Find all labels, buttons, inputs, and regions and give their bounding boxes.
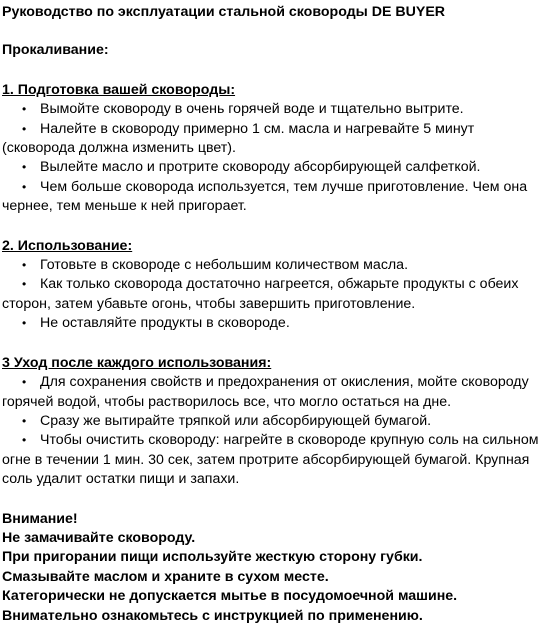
list-item (2, 314, 550, 333)
bullet-list (2, 373, 550, 489)
bullet-icon: • (22, 179, 27, 194)
section-heading: 1. Подготовка вашей сковороды: (2, 81, 236, 98)
list-item-text: Как только сковорода достаточно нагреется, обжарьте продукты с обеих сторон, затем убавьте огонь, чтобы завершить приготовление. (2, 276, 519, 312)
document-title: Руководство по эксплуатации стальной сковороды DE BUYER (2, 4, 446, 20)
warning-heading: Внимание! (2, 510, 78, 527)
section-heading: 2. Использование: (2, 237, 133, 254)
document-subtitle: Прокаливание: (2, 42, 109, 59)
list-item-text: Не оставляйте продукты в сковороде. (40, 315, 290, 332)
list-item (2, 120, 550, 159)
list-item (2, 158, 550, 177)
warning-line: Смазывайте маслом и храните в сухом месте. (2, 568, 329, 585)
list-item-text: Чем больше сковорода используется, тем лучше приготовление. Чем она чернее, тем меньше к ней пригорает. (2, 178, 528, 215)
list-item (2, 275, 550, 314)
warning-block (2, 510, 550, 626)
bullet-icon: • (22, 160, 27, 175)
bullet-icon: • (22, 277, 27, 292)
section-preparation (2, 81, 550, 217)
section-heading: 3 Уход после каждого использования: (2, 354, 272, 371)
list-item (2, 412, 550, 431)
list-item-text: Сразу же вытирайте тряпкой или абсорбирующей бумагой. (40, 412, 432, 429)
warning-line: Категорически не допускается мытье в посудомоечной машине. (2, 588, 458, 605)
list-item (2, 178, 550, 217)
list-item-text: Чтобы очистить сковороду: нагрейте в сковороде крупную соль на сильном огне в течении 1 мин. 30 сек, затем протрите абсорбирующей бумагой. Крупная соль удалит остатки пищи и запахи. (2, 432, 539, 488)
bullet-list (2, 100, 550, 216)
list-item (2, 256, 550, 275)
warning-line: Не замачивайте сковороду. (2, 529, 196, 546)
section-usage (2, 237, 550, 334)
list-item (2, 373, 550, 412)
list-item (2, 431, 550, 489)
bullet-icon: • (22, 316, 27, 331)
list-item-text: Для сохранения свойств и предохранения от окисления, мойте сковороду горячей водой, чтобы растворилось все, что могло остаться на дне. (2, 374, 529, 410)
bullet-icon: • (22, 102, 27, 117)
warning-line: Внимательно ознакомьтесь с инструкцией по применению. (2, 607, 423, 624)
list-item (2, 100, 550, 119)
bullet-list (2, 256, 550, 334)
list-item-text: Вылейте масло и протрите сковороду абсорбирующей салфеткой. (40, 159, 481, 176)
bullet-icon: • (22, 433, 27, 448)
list-item-text: Готовьте в сковороде с небольшим количеством масла. (40, 257, 409, 274)
bullet-icon: • (22, 121, 27, 136)
bullet-icon: • (22, 413, 27, 428)
bullet-icon: • (22, 258, 27, 273)
warning-line: При пригорании пищи используйте жесткую сторону губки. (2, 549, 423, 566)
list-item-text: Налейте в сковороду примерно 1 см. масла и нагревайте 5 минут (сковорода должна изменить цвет). (2, 120, 475, 157)
list-item-text: Вымойте сковороду в очень горячей воде и тщательно вытрите. (40, 101, 464, 118)
bullet-icon: • (22, 375, 27, 390)
section-care (2, 354, 550, 490)
